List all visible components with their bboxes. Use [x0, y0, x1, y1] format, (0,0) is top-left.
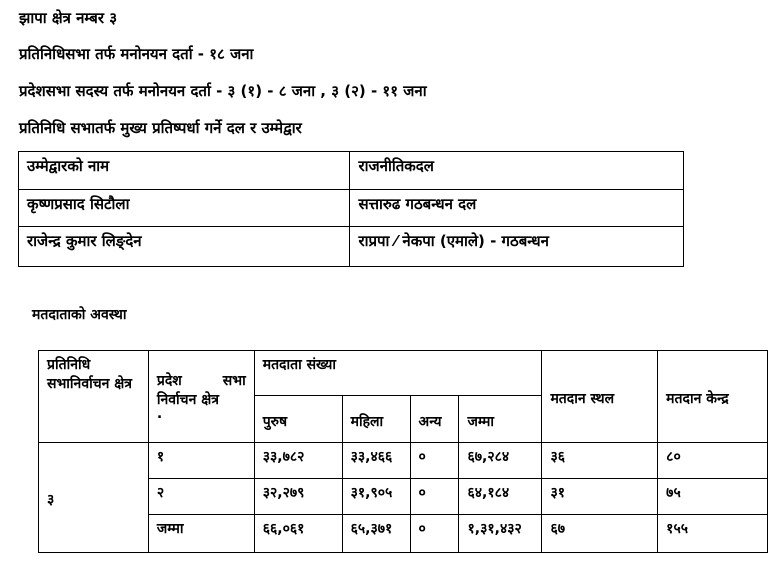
polling-center-cell: ७५: [658, 479, 768, 515]
other-cell: ०: [410, 515, 459, 553]
candidate-party: सत्तारुढ गठबन्धन दल: [350, 190, 684, 227]
polling-place-cell: ३१: [542, 479, 658, 515]
candidate-name-header: उम्मेद्वारको नाम: [19, 152, 350, 190]
total-cell: १,३१,४३२: [459, 515, 542, 553]
female-cell: ६५,३७१: [342, 515, 410, 553]
total-cell: ६७,२८४: [459, 443, 542, 479]
table-row: [19, 227, 684, 267]
province-header-word-1: प्रदेश: [156, 373, 182, 389]
constituency-number: ३: [39, 443, 149, 553]
polling-center-header: मतदान केन्द्र: [658, 351, 768, 443]
table-header-row: [19, 152, 684, 190]
table-row: [19, 190, 684, 227]
total-header: जम्मा: [459, 396, 542, 443]
constituency-header: प्रतिनिधि सभानिर्वाचन क्षेत्र: [39, 351, 149, 443]
candidates-table: [18, 151, 684, 267]
male-header: पुरुष: [254, 396, 342, 443]
voter-count-header: मतदाता संख्या: [254, 351, 542, 396]
candidate-name: कृष्णप्रसाद सिटौला: [19, 190, 350, 227]
table-row: [39, 479, 768, 515]
female-header: महिला: [342, 396, 410, 443]
province-header-word-2: सभा: [222, 373, 246, 389]
voter-status-table: [38, 350, 768, 553]
female-cell: ३३,४६६: [342, 443, 410, 479]
polling-center-cell: १५५: [658, 515, 768, 553]
province-cell: जम्मा: [148, 515, 254, 553]
polling-place-cell: ३६: [542, 443, 658, 479]
district-constituency-title: झापा क्षेत्र नम्बर ३: [19, 9, 118, 27]
political-party-header: राजनीतिकदल: [350, 152, 684, 190]
other-cell: ०: [410, 443, 459, 479]
polling-center-cell: ८०: [658, 443, 768, 479]
table-row: [39, 443, 768, 479]
polling-place-header: मतदान स्थल: [542, 351, 658, 443]
province-header-dot: .: [156, 406, 163, 422]
polling-place-cell: ६७: [542, 515, 658, 553]
male-cell: ३३,७८२: [254, 443, 342, 479]
provincial-nomination-count: प्रदेशसभा सदस्य तर्फ मनोनयन दर्ता - ३ (१) - ८ जना , ३ (२) - ११ जना: [19, 82, 427, 100]
other-header: अन्य: [410, 396, 459, 443]
candidate-name: राजेन्द्र कुमार लिङ्देन: [19, 227, 350, 267]
table-row: [39, 515, 768, 553]
other-cell: ०: [410, 479, 459, 515]
total-cell: ६४,१८४: [459, 479, 542, 515]
voter-status-heading: मतदाताको अवस्था: [32, 307, 127, 323]
province-cell: १: [148, 443, 254, 479]
province-header-word-3: निर्वाचन क्षेत्र: [156, 392, 219, 408]
province-constituency-header: [148, 351, 254, 443]
male-cell: ६६,०६१: [254, 515, 342, 553]
main-contenders-heading: प्रतिनिधि सभातर्फ मुख्य प्रतिष्पर्धा गर्ने दल र उम्मेद्वार: [19, 119, 302, 137]
male-cell: ३२,२७९: [254, 479, 342, 515]
female-cell: ३१,९०५: [342, 479, 410, 515]
hor-nomination-count: प्रतिनिधिसभा तर्फ मनोनयन दर्ता - १८ जना: [19, 45, 254, 63]
candidate-party: राप्रपा ⁄ नेकपा (एमाले) - गठबन्धन: [350, 227, 684, 267]
province-cell: २: [148, 479, 254, 515]
